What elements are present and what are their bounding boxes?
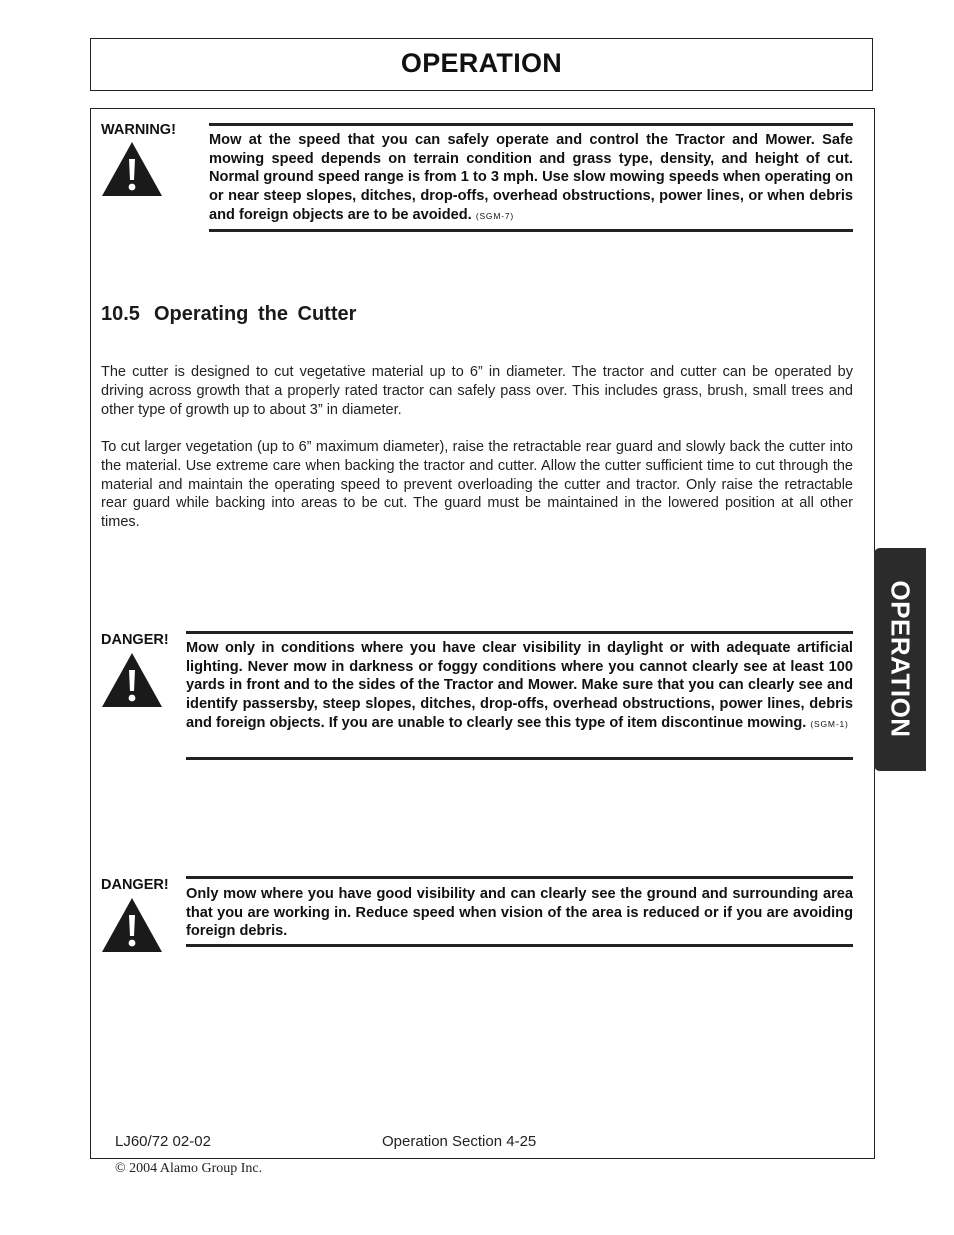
danger2-top-rule (186, 876, 853, 879)
danger1-message: Mow only in conditions where you have clear visibility in daylight or with adequate artificial lighting. Never mow in darkness or foggy conditions where you cannot clearly see at least 100 yards in front and to the sides of the Tractor and Mower. Make sure that you can clearly see and identify passersby, steep slopes, ditches, drop-offs, overhead obstructions, power lines, debris and foreign objects. If you are unable to clearly see this type of item discontinue mowing. (186, 640, 853, 731)
danger2-triangle-icon (100, 896, 164, 954)
warning-label: WARNING! (101, 122, 176, 138)
warning-text (209, 131, 853, 226)
warning-message: Mow at the speed that you can safely operate and control the Tractor and Mower. Safe mowing speed depends on terrain condition and grass type, density, and height of cut. Normal ground speed range is from 1 to 3 mph. Use slow mowing speeds when operating on or near steep slopes, ditches, drop-offs, overhead obstructions, power lines, or when debris and foreign objects are to be avoided. (209, 132, 853, 223)
danger1-label: DANGER! (101, 632, 169, 648)
danger1-code: (SGM-1) (810, 718, 849, 729)
warning-top-rule (209, 123, 853, 126)
footer-doc-id: LJ60/72 02-02 (115, 1133, 211, 1150)
section-title: Operating the Cutter (153, 303, 357, 325)
danger2-text: Only mow where you have good visibility and can clearly see the ground and surrounding area that you are working in. Reduce speed when vision of the area is reduced or if you are avoiding foreign debris. (186, 886, 853, 940)
danger1-text (186, 639, 853, 734)
body-paragraph-2: To cut larger vegetation (up to 6” maximum diameter), raise the retractable rear guard and slowly back the cutter into the material. Use extreme care when backing the tractor and cutter. Allow the cutter sufficient time to cut through the material and maintain the operating speed to prevent overloading the cutter and tractor. Only raise the retractable rear guard while backing into areas to be cut. The guard must be maintained in the lowered position at all other times. (101, 439, 853, 531)
danger1-triangle-icon (100, 651, 164, 709)
warning-bottom-rule (209, 229, 853, 232)
section-number: 10.5 (101, 303, 140, 325)
warning-code: (SGM-7) (475, 210, 514, 221)
warning-triangle-icon (100, 140, 164, 198)
copyright-text: © 2004 Alamo Group Inc. (115, 1161, 263, 1176)
body-paragraph-1: The cutter is designed to cut vegetative material up to 6” in diameter. The tractor and cutter can be operated by driving across growth that a properly rated tractor can safely pass over. This includes grass, brush, small trees and other type of growth up to about 3” in diameter. (101, 364, 853, 418)
section-heading (101, 303, 356, 326)
danger2-label: DANGER! (101, 877, 169, 893)
section-side-tab (874, 548, 926, 771)
danger2-bottom-rule (186, 944, 853, 947)
side-tab-label: OPERATION (885, 580, 916, 738)
page-header (90, 38, 873, 91)
footer-page-ref: Operation Section 4-25 (382, 1133, 537, 1150)
danger1-bottom-rule (186, 757, 853, 760)
page-title: OPERATION (400, 48, 563, 78)
danger1-top-rule (186, 631, 853, 634)
